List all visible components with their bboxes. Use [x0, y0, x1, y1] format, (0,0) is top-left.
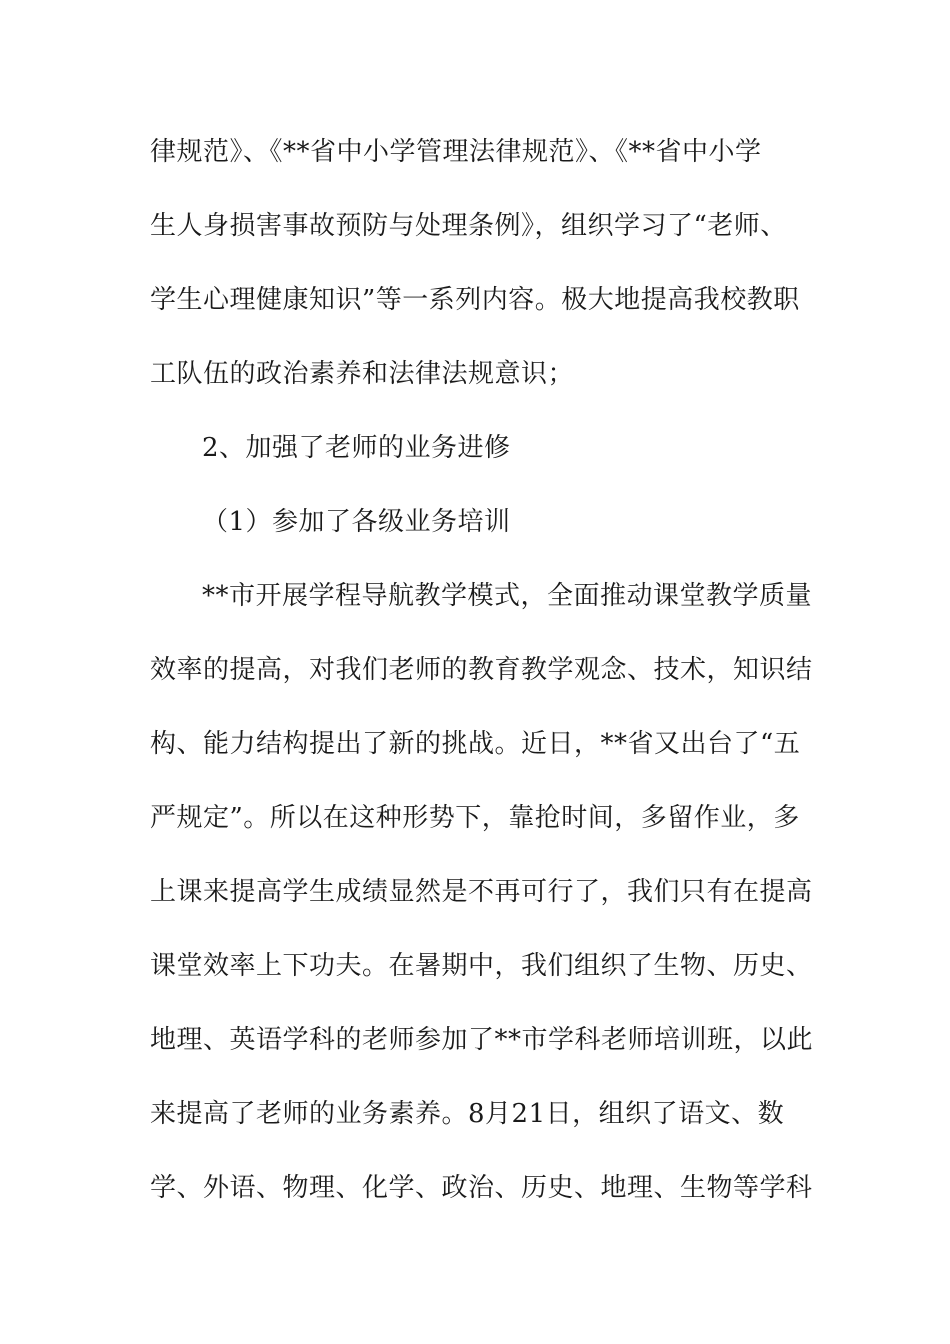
section-heading: 2、加强了老师的业务进修 — [202, 433, 511, 463]
text-line: 律规范》、《**省中小学管理法律规范》、《**省中小学 — [150, 137, 762, 167]
text-line: 构、能力结构提出了新的挑战。近日，**省又出台了“五 — [150, 729, 801, 759]
text-line: 地理、英语学科的老师参加了**市学科老师培训班，以此 — [150, 1025, 814, 1055]
text-line: 学生心理健康知识”等一系列内容。极大地提高我校教职 — [150, 285, 800, 315]
text-line: 生人身损害事故预防与处理条例》，组织学习了“老师、 — [150, 211, 787, 241]
text-line: 工队伍的政治素养和法律法规意识； — [150, 359, 575, 389]
subsection-heading: （1）参加了各级业务培训 — [202, 507, 511, 537]
text-line: 严规定”。所以在这种形势下，靠抢时间，多留作业，多 — [150, 803, 800, 833]
text-line: 来提高了老师的业务素养。8月21日，组织了语文、数 — [150, 1099, 785, 1129]
text-line: 效率的提高，对我们老师的教育教学观念、技术，知识结 — [150, 655, 813, 685]
text-line: 上课来提高学生成绩显然是不再可行了，我们只有在提高 — [150, 877, 813, 907]
text-line: 课堂效率上下功夫。在暑期中，我们组织了生物、历史、 — [150, 951, 813, 981]
text-line: 学、外语、物理、化学、政治、历史、地理、生物等学科 — [150, 1173, 813, 1203]
paragraph-first-line: **市开展学程导航教学模式，全面推动课堂教学质量 — [202, 581, 813, 611]
